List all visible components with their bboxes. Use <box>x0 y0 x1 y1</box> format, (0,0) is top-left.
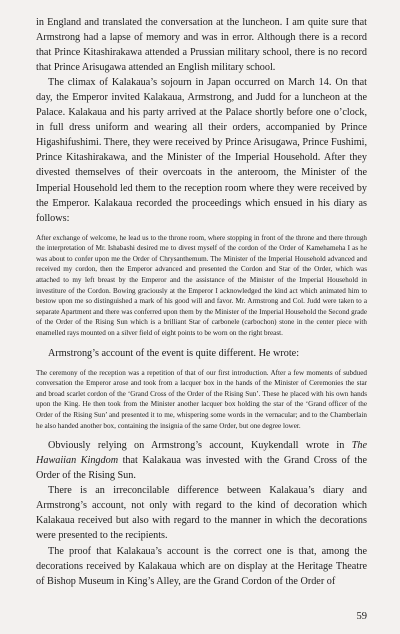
paragraph-4-text-start: Obviously relying on Armstrong’s account, Kuykendall wrote in <box>48 440 352 452</box>
paragraph-4 <box>36 438 367 483</box>
page-number: 59 <box>356 611 367 622</box>
paragraph-6: The proof that Kalakaua’s account is the correct one is that, among the decorations received by Kalakaua which are on display at the Heritage Theatre of Bishop Museum in King’s Alley, are the Grand Cordon of the Order of <box>36 545 367 587</box>
book-title: The Hawaiian Kingdom <box>36 440 367 467</box>
paragraph-4-text-end: that Kalakaua was invested with the Grand Cross of the Order of the Rising Sun. <box>36 455 367 482</box>
paragraph-5: There is an irreconcilable difference between Kalakaua’s diary and Armstrong’s account, not only with regard to the kind of decoration which Kalakaua received but also with regard to the manner in which the decorations were presented to the recipients. <box>36 485 367 542</box>
paragraph-1: in England and translated the conversation at the luncheon. I am quite sure that Armstrong had a lapse of memory and was in error. Although there is a record that Prince Kitashirakawa attended a Prussian military school, there is no record that Prince Arisugawa attended an English military school. <box>36 17 367 74</box>
paragraph-2: The climax of Kalakaua’s sojourn in Japan occurred on March 14. On that day, the Emperor invited Kalakaua, Armstrong, and Judd for a luncheon at the Palace. Kalakaua and his party arrived at the Palace shortly before one o’clock, in full dress uniform and wearing all their orders, accompanied by Prince Higashifushimi. There, they were received by Prince Arisugawa, Prince Fushimi, Prince Kitashirakawa, and the Minister of the Imperial Household. After they divested themselves of their overcoats in the anteroom, the Minister of the Imperial Household led them to the reception room where they were received by the Emperor. Kalakaua recorded the proceedings which ensued in his diary as follows: <box>36 77 367 224</box>
block-quote-armstrong: The ceremony of the reception was a repetition of that of our first introduction. After a few moments of subdued conversation the Emperor arose and took from a lacquer box in the hands of the Minister of Ceremonies the star and broad scarlet cordon of the ‘Grand Cross of the Order of the Rising Sun’. These he placed with his own hands upon the King. He then took from the Minister another lacquer box holding the star of the ‘Grand officer of the Order of the Rising Sun’ and presented it to me, whispering some words in the vernacular; and to the Chamberlain he also handed another box, containing the insignia of the same Order, but one degree lower. <box>36 368 367 430</box>
block-quote-kalakaua-diary: After exchange of welcome, he lead us to the throne room, where stopping in front of the throne and there through the interpretation of Mr. Ishabashi desired me to divest myself of the cordon of the Order of Kamehameha I as he was about to confer upon me the Order of Chrysanthemum. The Minister of the Imperial Household advanced and received my cordon, then the Emperor advanced and presented the Cordon and Star of the Order, which was attached to my left breast by the Emperor and the assistance of the Minister of the Imperial Household in investiture of the Cordon. Bowing graciously at the Emperor I acknowledged the kind act which animated him to bestow upon me so distinguished a mark of his good will and favor. Mr. Armstrong and Col. Judd were taken to a separate Apartment and there was conferred upon them by the Minister of the Imperial Household the Second grade of the Order of the Rising Sun which is a brilliant Star of carbonele (carbochon) stone in the center piece with enamelled rays mounted on a silver field of eight points to be worn on the right breast. <box>36 233 367 337</box>
paragraph-3: Armstrong’s account of the event is quite different. He wrote: <box>48 347 300 359</box>
